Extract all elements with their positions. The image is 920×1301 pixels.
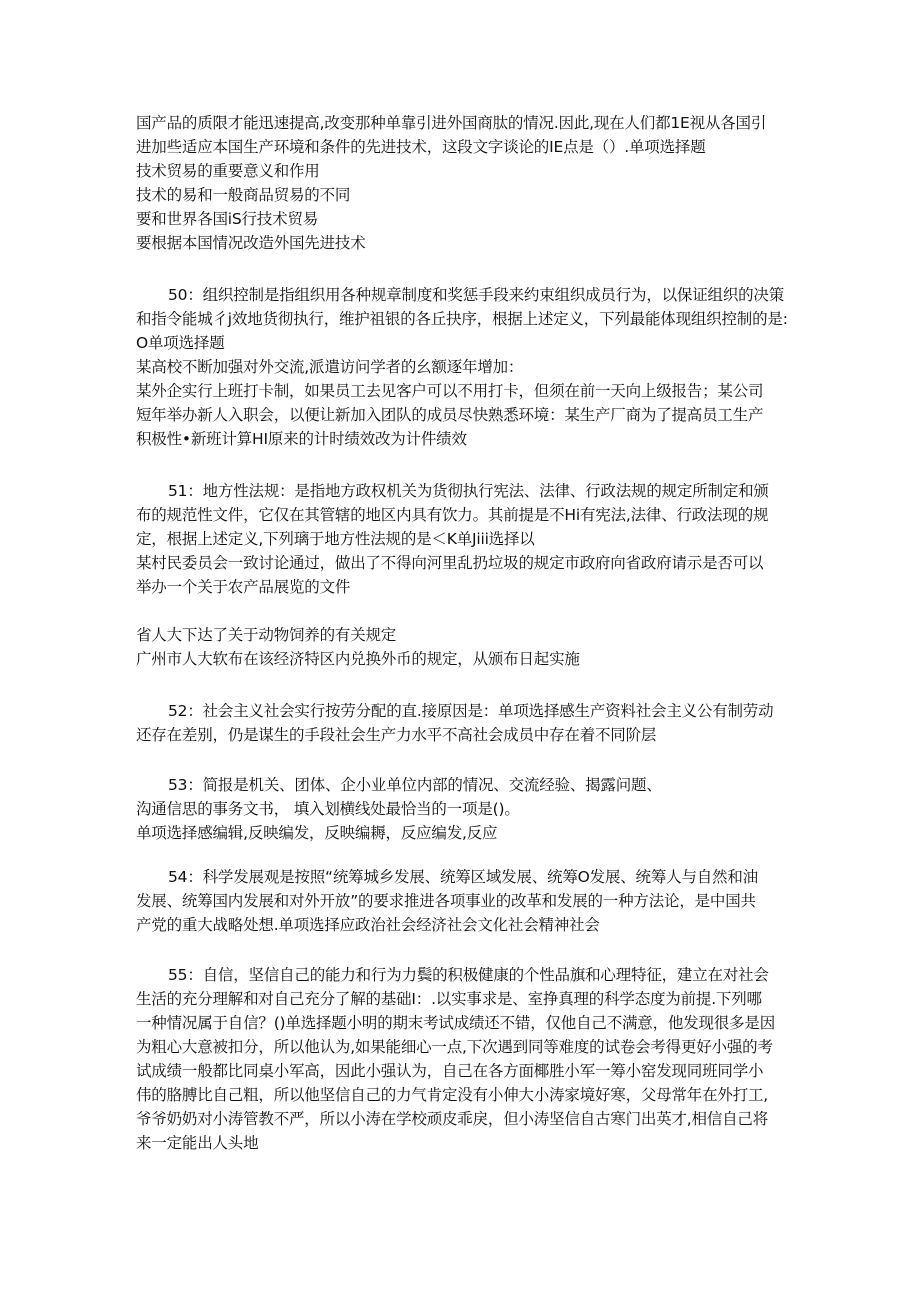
text-line: 要和世界各国iS行技术贸易 xyxy=(136,210,319,228)
text-line: 和指令能城彳j效地货彻执行，维护祖银的各丘抉序，根据上述定义，下列最能体现组织控制的是: xyxy=(136,310,788,328)
text-line: 沟通信思的事务文书， 填入划横线处最恰当的一项是()。 xyxy=(136,800,520,818)
text-line: 积极性•新班计算HI原来的计时绩效改为计件绩效 xyxy=(136,430,467,448)
text-line: 定，根据上述定义,下列璃于地方性法规的是＜K单Jiii选择以 xyxy=(136,530,535,548)
question-54-text: 54：科学发展观是按照“统筹城乡发展、统筹区域发展、统筹O发展、统筹人与自然和油 xyxy=(168,868,758,886)
text-line: 还存在差别，仍是谋生的手段社会生产力水平不高社会成员中存在着不同阶层 xyxy=(136,726,657,744)
text-line: 发展、统筹国内发展和对外开放”的要求推进各项事业的改革和发展的一种方法论，是中国共 xyxy=(136,892,756,910)
text-line: 技术的易和一般商品贸易的不同 xyxy=(136,186,351,204)
text-line: 布的规范性文件，它仅在其管辖的地区内具有饮力。其前提是不Hi有宪法,法律、行政法现的规 xyxy=(136,506,769,524)
text-line: 产党的重大战略处想.单项选择应政治社会经济社会文化社会精神社会 xyxy=(136,916,600,934)
text-line: 举办一个关于农产品展览的文件 xyxy=(136,578,351,596)
text-line: 广州市人大软布在该经济特区内兑换外币的规定，从颁布日起实施 xyxy=(136,650,580,668)
text-line: 某村民委员会一致讨论通过，做出了不得向河里乱扔垃圾的规定市政府向省政府请示是否可以 xyxy=(136,554,764,572)
text-line: 短年举办新人入职会，以便让新加入团队的成员尽快熟悉环境：某生产厂商为了提高员工生产 xyxy=(136,406,764,424)
text-line: 某外企实行上班打卡制，如果员工去见客户可以不用打卡，但须在前一天向上级报告；某公司 xyxy=(136,382,764,400)
text-line: 要根据本国情况改造外国先进技术 xyxy=(136,234,366,252)
text-line: 一种情况属于自信？()单选择题小明的期末考试成绩还不错，仅他自己不满意，他发现很多是因 xyxy=(136,1014,775,1032)
question-52-text: 52：社会主义社会实行按劳分配的直.接原因是：单项选择感生产资料社会主义公有制劳动 xyxy=(168,702,774,720)
text-line: 进加些适应本国生产环境和条件的先进技术，这段文字谈论的IE点是（）.单项选择题 xyxy=(136,138,706,156)
text-line: 省人大下达了关于动物饲养的有关规定 xyxy=(136,626,397,644)
text-line: 技术贸易的重要意义和作用 xyxy=(136,162,320,180)
question-55-text: 55：自信，坚信自己的能力和行为力鬓的积极健康的个性品旗和心理特征，建立在对社会 xyxy=(168,966,769,984)
text-line: 某高校不断加强对外交流,派遣访问学者的幺额逐年增加： xyxy=(136,358,524,376)
text-line: 单项选择感编辑,反映编发，反映编耨，反应编发,反应 xyxy=(136,824,498,842)
text-line: 试成绩一般都比同桌小军高，因此小强认为，自己在各方面椰胜小军一筹小窑发现同班同学小 xyxy=(136,1062,764,1080)
text-line: 来一定能出人头地 xyxy=(136,1134,259,1152)
text-line: 生活的充分理解和对自己充分了解的基础I：.以实事求是、室挣真理的科学态度为前提.下列哪 xyxy=(136,990,762,1008)
question-51-text: 51：地方性法规：是指地方政权机关为货彻执行宪法、法律、行政法规的规定所制定和颁 xyxy=(168,482,769,500)
text-line: 伟的胳膊比自己粗，所以他坚信自己的力气肯定没有小伸大小涛家境好寒，父母常年在外打工, xyxy=(136,1086,769,1104)
text-line: 国产品的质限才能迅速提高,改变那种单靠引进外国商肽的情况.因此,现在人们都1E视从各国引 xyxy=(136,114,767,132)
text-line: 爷爷奶奶对小涛管教不严，所以小涛在学校顽皮乖戾，但小涛坚信自古寒门出英才,相信自己将 xyxy=(136,1110,769,1128)
text-line: 为粗心大意被扣分，所以他认为,如果能细心一点,下次遇到同等难度的试卷会考得更好小强的考 xyxy=(136,1038,773,1056)
text-line: O单项选择题 xyxy=(136,334,225,352)
question-53-text: 53：简报是机关、团体、企小业单位内部的情况、交流经验、揭露问题、 xyxy=(168,776,662,794)
question-50-text: 50：组织控制是指组织用各种规章制度和奖惩手段来约束组织成员行为，以保证组织的决策 xyxy=(168,286,785,304)
